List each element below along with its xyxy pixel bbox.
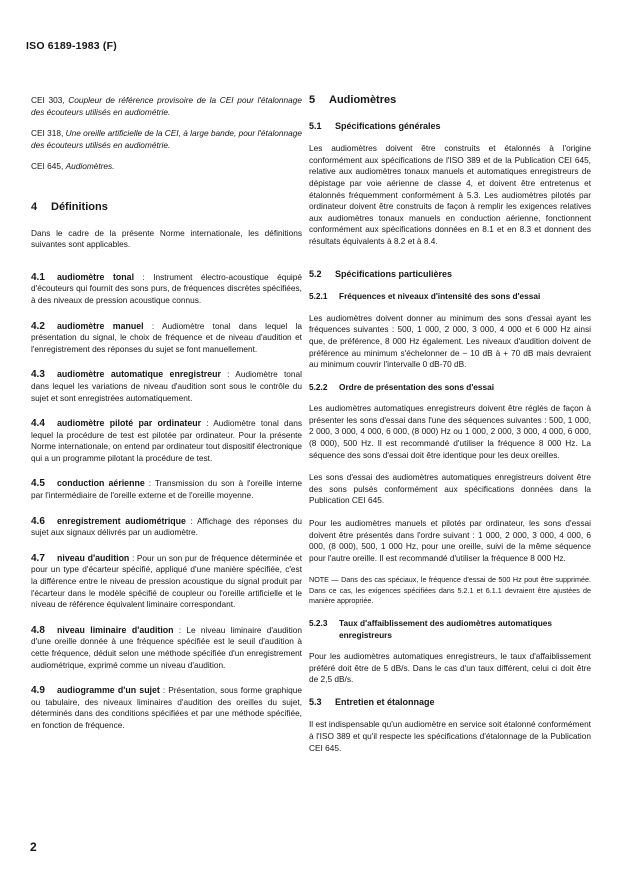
- definition-4-4: 4.4 audiomètre piloté par ordinateur : Audiomètre tonal dans lequel la procédure de test est pilotée par ordinateur. Pour la présente Norme internationale, on entend par ordinateur tout dispositif électronique qui a un programme pilotant la procédure de test.: [31, 418, 302, 463]
- section-5-heading: 5 Audiomètres: [309, 94, 397, 106]
- section-5-2-heading: 5.2 Spécifications particulières: [309, 268, 453, 279]
- section-4-heading: 4 Définitions: [31, 200, 108, 213]
- section-5-2-3-heading: 5.2.3 Taux d'affaiblissement des audiomètres automatiques enregistreurs: [309, 617, 552, 640]
- definition-4-9: 4.9 audiogramme d'un sujet : Présentation, sous forme graphique ou tabulaire, des niveaux liminaires d'audition des oreilles du sujet, déterminés dans des conditions spécifiées et par une méthode spécifiée, en fonction de fréquence.: [31, 685, 302, 730]
- right-column: [309, 95, 591, 765]
- section-5-2-2-note: NOTE — Dans des cas spéciaux, le fréquence d'essai de 500 Hz pout être supprimée. Dans ce cas, les exigences spécifiées dans 5.2.1 et 6.1.1 devraient être ajustées de manière appropriée.: [309, 575, 591, 606]
- definition-4-6: 4.6 enregistrement audiométrique : Affichage des réponses du sujet aux signaux délivrés par un audiomètre.: [31, 515, 302, 538]
- definition-4-2: 4.2 audiomètre manuel : Audiomètre tonal dans lequel la présentation du signal, le choix de fréquence et de niveau d'audition et l'enregistrement des réponses du sujet se font manuellement.: [31, 320, 302, 354]
- section-4-intro: Dans le cadre de la présente Norme internationale, les définitions suivantes sont applicables.: [31, 227, 302, 250]
- document-header: ISO 6189-1983 (F): [26, 40, 117, 52]
- definition-4-8: 4.8 niveau liminaire d'audition : Le niveau liminaire d'audition d'une oreille donnée à une fréquence spécifiée est le seuil d'audition à cette fréquence, déduit selon une méthode spécifiée d'un enregistrement audiométrique, exprimé comme un niveau d'audition.: [31, 624, 302, 670]
- section-5-2-2-p2: Les sons d'essai des audiomètres automatiques enregistreurs doivent être des sons pulsés conformément aux spécifications données dans la Publication CEI 645.: [309, 472, 591, 506]
- section-5-2-1-text: Les audiomètres doivent donner au minimum des sons d'essai ayant les fréquences suivantes : 500, 1 000, 2 000, 3 000, 4 000 et 6 000 Hz ainsi que, de préférence, 8 000 Hz également. Les niveaux d'audition doivent de préférence au minimum s'échelonner de − 10 dB à + 70 dB mais devraient au minimum couvrir l'intervalle 0 dB-70 dB.: [309, 312, 591, 370]
- definition-4-3: 4.3 audiomètre automatique enregistreur : Audiomètre tonal dans lequel les variations de niveau d'audition sont sous le contrôle du sujet et sont enregistrées automatiquement.: [31, 369, 302, 403]
- left-column: [31, 95, 302, 746]
- section-5-2-2-heading: 5.2.2 Ordre de présentation des sons d'essai: [309, 381, 495, 392]
- section-5-2-3-text: Pour les audiomètres automatiques enregistreurs, le taux d'affaiblissement préféré doit être de 5 dB/s. Dans le cas d'un taux différent, celui ci doit être de 2,5 dB/s.: [309, 651, 591, 685]
- definition-4-7: 4.7 niveau d'audition : Pour un son pur de fréquence déterminée et pour un type d'écarteur spécifié, appliqué d'une manière spécifiée, c'est la différence entre le niveau de pression acoustique du signal produit par l'écarteur dans le modèle spécifié de coupleur ou l'oreille artificielle et le niveau de référence équivalent liminaire correspondant.: [31, 552, 302, 610]
- section-5-1-heading: 5.1 Spécifications générales: [309, 120, 441, 131]
- definition-4-5: 4.5 conduction aérienne : Transmission du son à l'oreille interne par l'intermédiaire de l'oreille externe et de l'oreille moyenne.: [31, 478, 302, 501]
- section-5-2-2-p3: Pour les audiomètres manuels et pilotés par ordinateur, les sons d'essai doivent être présentés dans l'ordre suivant : 1 000, 2 000, 3 000, 4 000, 6 000, (8 000), 500, 1 000 Hz, pour une oreille, suivi de la même séquence pour l'autre oreille. Il est recommandé d'utiliser la fréquence 8 000 Hz.: [309, 518, 591, 563]
- section-5-2-1-heading: 5.2.1 Fréquences et niveaux d'intensité des sons d'essai: [309, 291, 541, 302]
- citation-cei-303: CEI 303, Coupleur de référence provisoire de la CEI pour l'étalonnage des écouteurs utilisés en audiométrie.: [31, 95, 302, 117]
- section-5-1-text: Les audiomètres doivent être construits et étalonnés à l'origine conformément aux spécifications de l'ISO 389 et de la Publication CEI 645, relative aux audiomètres tonaux manuels et automatiques enregistreurs de dépistage par voie aérienne de classe 4, et doivent être entretenus et étalonnés fréquemment conformément à 5.3. Les audiomètres pilotés par ordinateur doivent être construits de façon à remplir les exigences relatives aux audiomètres tonaux manuels en conduction aérienne, fonctionnent conformément aux spécifications données en 8.1 et en 8.3 et donnent des résultats équivalents à 8.2 et à 8.4.: [309, 143, 591, 246]
- definition-4-1: 4.1 audiomètre tonal : Instrument électro-acoustique équipé d'écouteurs qui fournit des sons purs, de fréquences discrètes spécifiées, à des niveaux de pression acoustique connus.: [31, 271, 302, 305]
- citation-cei-318: CEI 318, Une oreille artificielle de la CEI, à large bande, pour l'étalonnage des écouteurs utilisés en audiométrie.: [31, 128, 302, 150]
- section-5-3-heading: 5.3 Entretien et étalonnage: [309, 696, 435, 707]
- section-5-3-text: Il est indispensable qu'un audiomètre en service soit étalonné conformément à l'ISO 389 et qu'il respecte les spécifications d'étalonnage de la Publication CEI 645.: [309, 719, 591, 753]
- section-5-2-2-p1: Les audiomètres automatiques enregistreurs doivent être réglés de façon à présenter les sons d'essai dans l'une des séquences suivantes : 500, 1 000, 2 000, 3 000, 4 000, 6 000, (8 000) Hz ou 1 000, 2 000, 3 000, 4 000, 6 000, (8 000), 500 Hz. Il est recommandé d'utiliser la fréquence 8 000 Hz. La séquence des sons d'essai doit être identique pour les deux oreilles.: [309, 403, 591, 460]
- page-number: 2: [30, 840, 37, 854]
- citation-cei-645: CEI 645, Audiomètres.: [31, 161, 115, 172]
